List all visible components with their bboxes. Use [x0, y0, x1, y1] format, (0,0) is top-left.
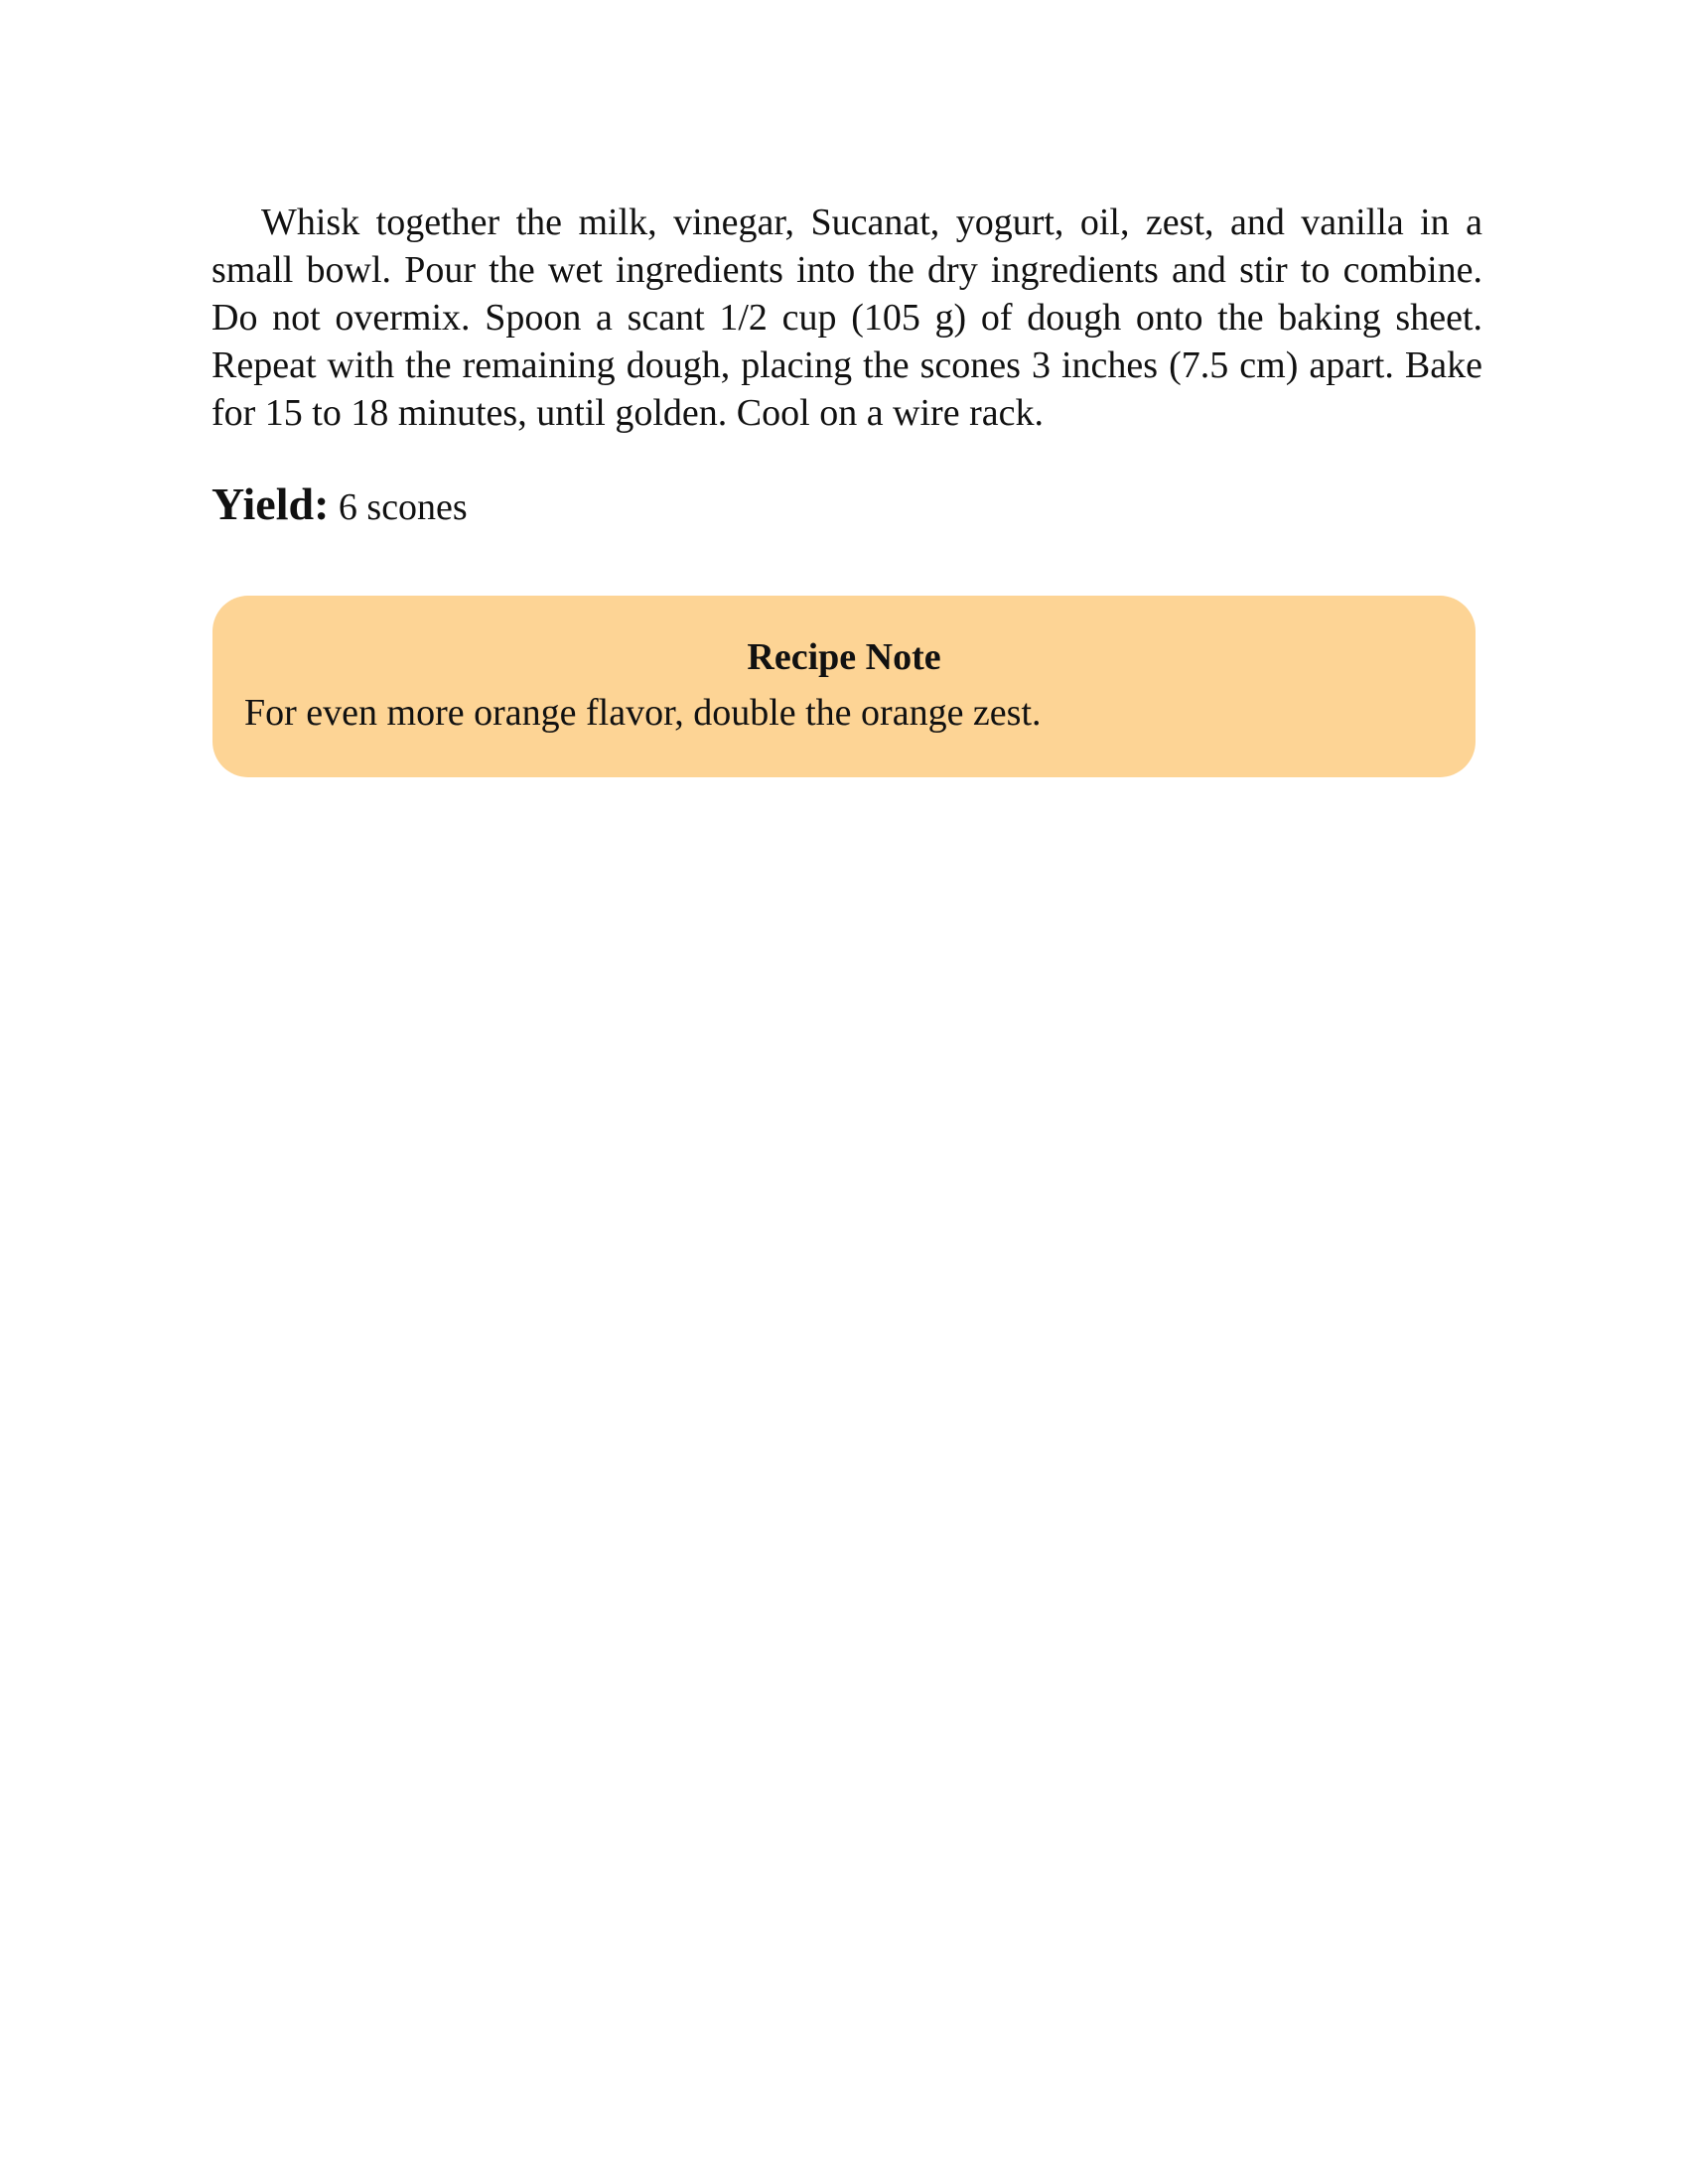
yield-line [211, 478, 468, 533]
recipe-note-title: Recipe Note [747, 636, 941, 678]
recipe-note-box [212, 596, 1476, 777]
yield-value: 6 scones [338, 486, 468, 528]
instructions-paragraph: Whisk together the milk, vinegar, Sucanat, yogurt, oil, zest, and vanilla in a small bowl. Pour the wet ingredients into the dry ingredients and stir to combine. Do not overmix. Spoon a scant 1/2 cup (105 g) of dough onto the baking sheet. Repeat with the remaining dough, placing the scones 3 inches (7.5 cm) apart. Bake for 15 to 18 minutes, until golden. Cool on a wire rack. [211, 202, 1482, 434]
yield-label: Yield: [211, 478, 330, 529]
recipe-note-text: For even more orange flavor, double the orange zest. [244, 692, 1042, 734]
